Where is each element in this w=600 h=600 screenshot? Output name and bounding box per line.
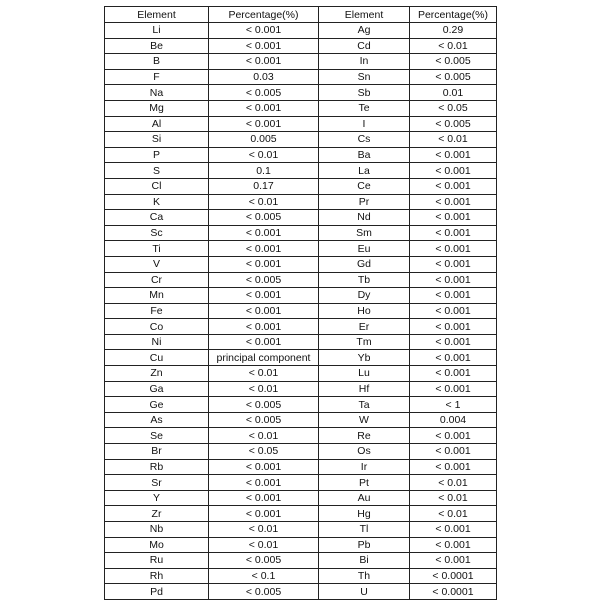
table-header-row: [105, 7, 497, 23]
cell-percentage-left: < 0.005: [209, 412, 319, 428]
header-percentage-left: Percentage(%): [209, 7, 319, 23]
cell-element-right: Cs: [319, 132, 410, 148]
cell-element-left: Pd: [105, 584, 209, 600]
cell-percentage-left: < 0.001: [209, 100, 319, 116]
table-row: [105, 568, 497, 584]
table-row: [105, 178, 497, 194]
cell-percentage-right: < 0.0001: [410, 584, 497, 600]
cell-element-right: Hf: [319, 381, 410, 397]
cell-percentage-right: < 0.001: [410, 194, 497, 210]
cell-percentage-right: < 0.001: [410, 288, 497, 304]
cell-percentage-left: < 0.001: [209, 54, 319, 70]
cell-element-right: Ir: [319, 459, 410, 475]
cell-element-left: Cl: [105, 178, 209, 194]
table-body: [105, 23, 497, 600]
cell-percentage-left: < 0.01: [209, 522, 319, 538]
cell-percentage-right: < 0.001: [410, 350, 497, 366]
cell-element-left: S: [105, 163, 209, 179]
table-row: [105, 319, 497, 335]
cell-element-right: W: [319, 412, 410, 428]
cell-percentage-right: < 0.005: [410, 69, 497, 85]
table-row: [105, 225, 497, 241]
cell-percentage-left: < 0.01: [209, 381, 319, 397]
table-row: [105, 256, 497, 272]
cell-element-right: Pt: [319, 475, 410, 491]
table-row: [105, 444, 497, 460]
cell-element-right: Re: [319, 428, 410, 444]
cell-element-right: Ho: [319, 303, 410, 319]
cell-percentage-left: < 0.001: [209, 256, 319, 272]
cell-element-left: Na: [105, 85, 209, 101]
cell-element-right: U: [319, 584, 410, 600]
cell-percentage-left: < 0.001: [209, 303, 319, 319]
cell-percentage-right: < 1: [410, 397, 497, 413]
cell-element-left: F: [105, 69, 209, 85]
cell-element-left: Ni: [105, 334, 209, 350]
cell-percentage-right: < 0.01: [410, 490, 497, 506]
cell-element-left: Co: [105, 319, 209, 335]
cell-element-right: In: [319, 54, 410, 70]
cell-percentage-right: < 0.001: [410, 163, 497, 179]
cell-element-right: Te: [319, 100, 410, 116]
cell-element-right: Er: [319, 319, 410, 335]
cell-percentage-right: < 0.001: [410, 241, 497, 257]
table-row: [105, 132, 497, 148]
header-element-right: Element: [319, 7, 410, 23]
cell-element-left: Rb: [105, 459, 209, 475]
cell-element-left: Zn: [105, 366, 209, 382]
cell-element-right: Sb: [319, 85, 410, 101]
cell-percentage-right: < 0.001: [410, 178, 497, 194]
table-row: [105, 584, 497, 600]
cell-percentage-right: < 0.01: [410, 475, 497, 491]
cell-percentage-left: < 0.01: [209, 147, 319, 163]
cell-element-left: Al: [105, 116, 209, 132]
cell-element-right: Au: [319, 490, 410, 506]
cell-element-left: Si: [105, 132, 209, 148]
cell-element-left: Cr: [105, 272, 209, 288]
table-row: [105, 288, 497, 304]
cell-element-left: Be: [105, 38, 209, 54]
cell-percentage-left: < 0.005: [209, 553, 319, 569]
cell-element-right: Hg: [319, 506, 410, 522]
cell-percentage-right: < 0.001: [410, 444, 497, 460]
cell-percentage-right: < 0.01: [410, 132, 497, 148]
cell-element-left: Sr: [105, 475, 209, 491]
cell-element-right: Eu: [319, 241, 410, 257]
cell-percentage-right: < 0.005: [410, 116, 497, 132]
table-row: [105, 100, 497, 116]
cell-element-left: Br: [105, 444, 209, 460]
table-row: [105, 241, 497, 257]
cell-element-right: Dy: [319, 288, 410, 304]
cell-element-right: Ta: [319, 397, 410, 413]
cell-element-right: Ba: [319, 147, 410, 163]
cell-percentage-right: < 0.01: [410, 506, 497, 522]
cell-element-left: V: [105, 256, 209, 272]
cell-percentage-right: < 0.001: [410, 303, 497, 319]
cell-percentage-left: < 0.001: [209, 334, 319, 350]
cell-element-right: Ag: [319, 23, 410, 39]
cell-percentage-right: 0.01: [410, 85, 497, 101]
cell-percentage-left: < 0.005: [209, 397, 319, 413]
cell-element-right: Gd: [319, 256, 410, 272]
cell-element-left: B: [105, 54, 209, 70]
table-row: [105, 381, 497, 397]
cell-element-left: Fe: [105, 303, 209, 319]
cell-percentage-left: < 0.1: [209, 568, 319, 584]
cell-percentage-right: < 0.001: [410, 210, 497, 226]
cell-percentage-left: 0.17: [209, 178, 319, 194]
cell-percentage-right: < 0.001: [410, 272, 497, 288]
cell-element-right: Nd: [319, 210, 410, 226]
cell-element-right: Lu: [319, 366, 410, 382]
cell-percentage-left: < 0.01: [209, 366, 319, 382]
cell-percentage-right: < 0.001: [410, 428, 497, 444]
cell-percentage-right: < 0.001: [410, 522, 497, 538]
cell-percentage-left: < 0.001: [209, 475, 319, 491]
table-row: [105, 23, 497, 39]
table-row: [105, 194, 497, 210]
cell-element-right: La: [319, 163, 410, 179]
cell-percentage-left: < 0.001: [209, 319, 319, 335]
table-row: [105, 537, 497, 553]
cell-percentage-left: < 0.005: [209, 272, 319, 288]
cell-element-left: Mn: [105, 288, 209, 304]
table-row: [105, 506, 497, 522]
cell-element-right: Pb: [319, 537, 410, 553]
cell-percentage-left: < 0.01: [209, 428, 319, 444]
cell-percentage-right: < 0.001: [410, 459, 497, 475]
cell-element-right: Tm: [319, 334, 410, 350]
table-row: [105, 397, 497, 413]
cell-element-left: Mo: [105, 537, 209, 553]
cell-percentage-right: < 0.01: [410, 38, 497, 54]
cell-percentage-right: 0.004: [410, 412, 497, 428]
cell-element-right: Cd: [319, 38, 410, 54]
cell-percentage-left: 0.005: [209, 132, 319, 148]
cell-element-left: K: [105, 194, 209, 210]
cell-percentage-left: 0.1: [209, 163, 319, 179]
cell-element-left: P: [105, 147, 209, 163]
cell-percentage-left: < 0.001: [209, 225, 319, 241]
cell-element-right: Th: [319, 568, 410, 584]
table-row: [105, 350, 497, 366]
header-percentage-right: Percentage(%): [410, 7, 497, 23]
cell-element-left: Zr: [105, 506, 209, 522]
cell-percentage-left: < 0.001: [209, 116, 319, 132]
cell-element-left: Cu: [105, 350, 209, 366]
cell-percentage-left: principal component: [209, 350, 319, 366]
table-row: [105, 69, 497, 85]
element-composition-table: [104, 6, 497, 600]
cell-percentage-left: < 0.001: [209, 490, 319, 506]
table-row: [105, 54, 497, 70]
cell-percentage-left: < 0.001: [209, 288, 319, 304]
cell-element-left: Ga: [105, 381, 209, 397]
table-row: [105, 475, 497, 491]
table-row: [105, 116, 497, 132]
cell-percentage-left: < 0.05: [209, 444, 319, 460]
cell-percentage-right: 0.29: [410, 23, 497, 39]
cell-element-left: Ca: [105, 210, 209, 226]
table-row: [105, 210, 497, 226]
cell-percentage-left: < 0.001: [209, 506, 319, 522]
cell-element-left: Li: [105, 23, 209, 39]
cell-element-left: Mg: [105, 100, 209, 116]
cell-percentage-right: < 0.001: [410, 366, 497, 382]
table-row: [105, 459, 497, 475]
table-row: [105, 38, 497, 54]
cell-element-right: Yb: [319, 350, 410, 366]
cell-percentage-right: < 0.001: [410, 225, 497, 241]
cell-element-right: Tl: [319, 522, 410, 538]
cell-element-right: Sn: [319, 69, 410, 85]
cell-percentage-right: < 0.001: [410, 537, 497, 553]
cell-element-left: Ti: [105, 241, 209, 257]
cell-element-left: Se: [105, 428, 209, 444]
cell-element-left: Ru: [105, 553, 209, 569]
cell-percentage-left: < 0.01: [209, 194, 319, 210]
cell-percentage-left: < 0.005: [209, 85, 319, 101]
cell-percentage-left: < 0.005: [209, 210, 319, 226]
table-row: [105, 303, 497, 319]
table-row: [105, 85, 497, 101]
cell-percentage-left: < 0.005: [209, 584, 319, 600]
table-row: [105, 366, 497, 382]
cell-percentage-left: < 0.01: [209, 537, 319, 553]
cell-percentage-right: < 0.001: [410, 334, 497, 350]
cell-percentage-right: < 0.001: [410, 147, 497, 163]
cell-element-right: Sm: [319, 225, 410, 241]
table-row: [105, 163, 497, 179]
cell-percentage-right: < 0.001: [410, 319, 497, 335]
cell-percentage-left: < 0.001: [209, 38, 319, 54]
cell-element-left: Rh: [105, 568, 209, 584]
cell-element-left: Y: [105, 490, 209, 506]
cell-percentage-right: < 0.001: [410, 256, 497, 272]
table-row: [105, 428, 497, 444]
cell-percentage-left: < 0.001: [209, 459, 319, 475]
cell-element-left: Sc: [105, 225, 209, 241]
table-row: [105, 553, 497, 569]
cell-percentage-right: < 0.0001: [410, 568, 497, 584]
table-row: [105, 490, 497, 506]
cell-percentage-right: < 0.05: [410, 100, 497, 116]
cell-element-right: Os: [319, 444, 410, 460]
cell-percentage-left: 0.03: [209, 69, 319, 85]
cell-element-left: As: [105, 412, 209, 428]
cell-percentage-right: < 0.001: [410, 553, 497, 569]
cell-element-left: Ge: [105, 397, 209, 413]
cell-element-right: Bi: [319, 553, 410, 569]
cell-percentage-right: < 0.001: [410, 381, 497, 397]
cell-percentage-right: < 0.005: [410, 54, 497, 70]
table-row: [105, 272, 497, 288]
cell-percentage-left: < 0.001: [209, 23, 319, 39]
cell-percentage-left: < 0.001: [209, 241, 319, 257]
table-row: [105, 334, 497, 350]
cell-element-right: Pr: [319, 194, 410, 210]
cell-element-left: Nb: [105, 522, 209, 538]
header-element-left: Element: [105, 7, 209, 23]
cell-element-right: Ce: [319, 178, 410, 194]
cell-element-right: I: [319, 116, 410, 132]
table-row: [105, 522, 497, 538]
cell-element-right: Tb: [319, 272, 410, 288]
table-row: [105, 147, 497, 163]
table-row: [105, 412, 497, 428]
